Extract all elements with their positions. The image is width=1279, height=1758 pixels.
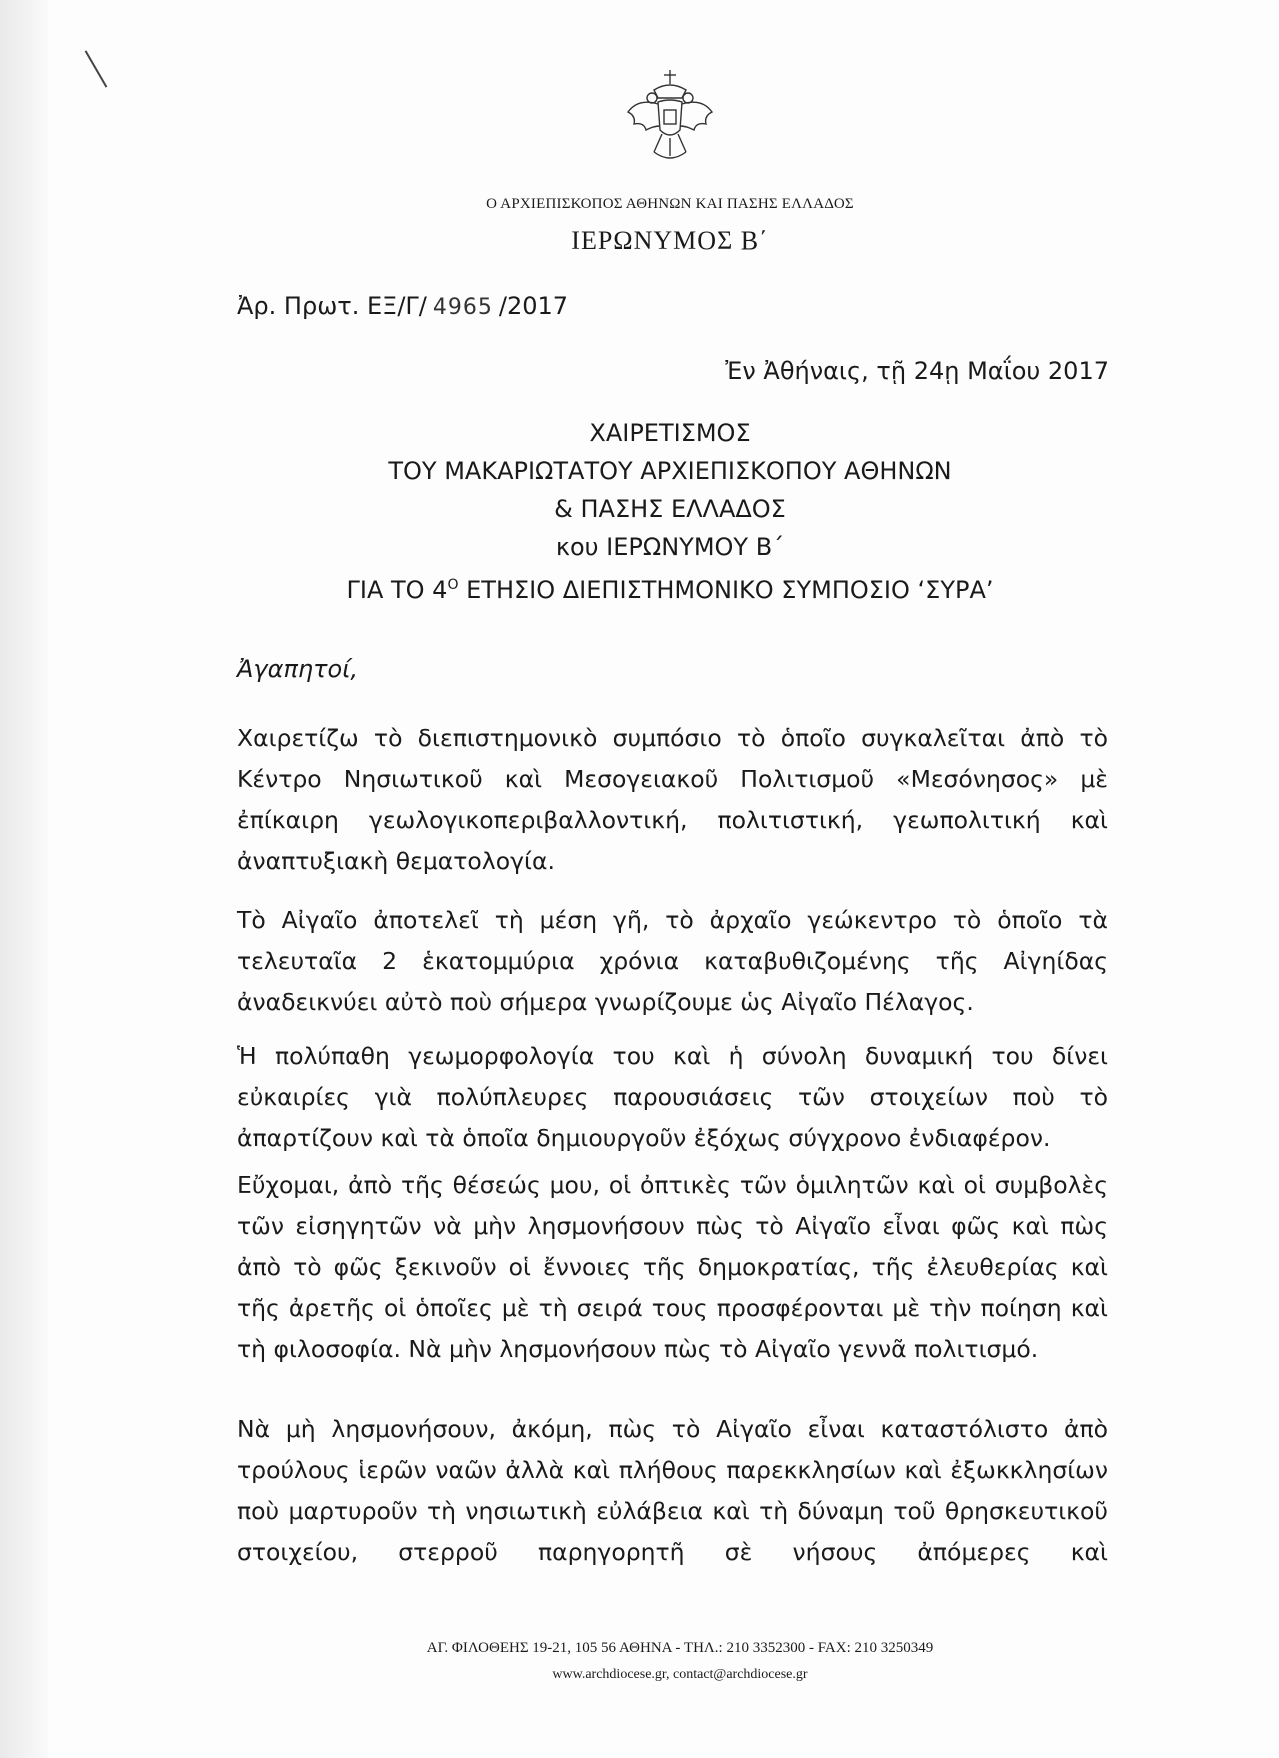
body-paragraph: Ἡ πολύπαθη γεωμορφολογία του καὶ ἡ σύνολη δυναμική του δίνει εὐκαιρίες γιὰ πολύπλευρες παρουσιάσεις τῶν στοιχείων ποὺ τὸ ἀπαρτίζουν καὶ τὰ ὁποῖα δημιουργοῦν ἐξόχως σύγχρονο ἐνδιαφέρον. (237, 1042, 1108, 1152)
heading-text: ΕΤΗΣΙΟ ΔΙΕΠΙΣΤΗΜΟΝΙΚΟ ΣΥΜΠΟΣΙΟ ‘ΣΥΡΑ’ (458, 576, 994, 604)
double-headed-eagle-icon (624, 68, 716, 168)
body-paragraph: Νὰ μὴ λησμονήσουν, ἀκόμη, πὼς τὸ Αἰγαῖο εἶναι καταστόλιστο ἀπὸ τρούλους ἱερῶν ναῶν ἀλλὰ καὶ πλήθους παρεκκλησίων καὶ ἐξωκκλησίων ποὺ μαρτυροῦν τὴ νησιωτικὴ εὐλάβεια καὶ τὴ δύναμη τοῦ θρησκευτικοῦ στοιχείου, στερροῦ παρηγορητῆ σὲ νήσους ἀπόμερες καὶ (237, 1415, 1108, 1566)
heading-line: κου ΙΕΡΩΝΥΜΟΥ Β΄ (555, 533, 785, 561)
letter-heading (237, 414, 1103, 609)
heading-line: & ΠΑΣΗΣ ΕΛΛΑΔΟΣ (554, 495, 786, 523)
heading-line: ΧΑΙΡΕΤΙΣΜΟΣ (589, 419, 751, 447)
footer-web: www.archdiocese.gr, contact@archdiocese.gr (552, 1667, 808, 1682)
protocol-prefix: Ἀρ. Πρωτ. ΕΞ/Γ/ (237, 292, 427, 320)
letterhead-title: Ο ΑΡΧΙΕΠΙΣΚΟΠΟΣ ΑΘΗΝΩΝ ΚΑΙ ΠΑΣΗΣ ΕΛΛΑΔΟΣ (486, 196, 854, 212)
scan-edge (0, 0, 48, 1758)
heading-line (237, 566, 1103, 609)
letter-date: Ἐν Ἀθήναις, τῇ 24ῃ Μαΐου 2017 (725, 357, 1109, 385)
greeting: Ἀγαπητοί, (237, 655, 358, 683)
body-paragraph: Εὔχομαι, ἀπὸ τῆς θέσεώς μου, οἱ ὀπτικὲς τῶν ὁμιλητῶν καὶ οἱ συμβολὲς τῶν εἰσηγητῶν νὰ μὴν λησμονήσουν πὼς τὸ Αἰγαῖο εἶναι φῶς καὶ πὼς ἀπὸ τὸ φῶς ξεκινοῦν οἱ ἔννοιες τῆς δημοκρατίας, τῆς ἐλευθερίας καὶ τῆς ἀρετῆς οἱ ὁποῖες μὲ τὴ σειρά τους προσφέρονται μὲ τὴν ποίηση καὶ τὴ φιλοσοφία. Νὰ μὴν λησμονήσουν πὼς τὸ Αἰγαῖο γεννᾶ πολιτισμό. (237, 1171, 1108, 1363)
heading-line: ΤΟΥ ΜΑΚΑΡΙΩΤΑΤΟΥ ΑΡΧΙΕΠΙΣΚΟΠΟΥ ΑΘΗΝΩΝ (388, 457, 952, 485)
protocol-handwritten-number: 4965 (432, 295, 493, 320)
body-paragraph: Τὸ Αἰγαῖο ἀποτελεῖ τὴ μέση γῆ, τὸ ἀρχαῖο γεώκεντρο τὸ ὁποῖο τὰ τελευταῖα 2 ἑκατομμύρια χρόνια καταβυθιζομένης τῆς Αἰγηίδας ἀναδεικνύει αὐτὸ ποὺ σήμερα γνωρίζουμε ὡς Αἰγαῖο Πέλαγος. (237, 906, 1108, 1016)
footer-address: ΑΓ. ΦΙΛΟΘΕΗΣ 19-21, 105 56 ΑΘΗΝΑ - ΤΗΛ.: 210 3352300 - FAX: 210 3250349 (426, 1640, 934, 1656)
protocol-number (237, 292, 568, 320)
pen-mark (85, 50, 108, 87)
heading-text: ΓΙΑ ΤΟ 4 (346, 576, 448, 604)
protocol-year: /2017 (498, 292, 569, 320)
body-paragraph: Χαιρετίζω τὸ διεπιστημονικὸ συμπόσιο τὸ ὁποῖο συγκαλεῖται ἀπὸ τὸ Κέντρο Νησιωτικοῦ καὶ Μεσογειακοῦ Πολιτισμοῦ «Μεσόνησος» μὲ ἐπίκαιρη γεωλογικοπεριβαλλοντική, πολιτιστική, γεωπολιτική καὶ ἀναπτυξιακὴ θεματολογία. (237, 724, 1108, 875)
letterhead-name: ΙΕΡΩΝΥΜΟΣ Β΄ (571, 226, 769, 255)
heading-superscript: Ο (447, 577, 459, 593)
